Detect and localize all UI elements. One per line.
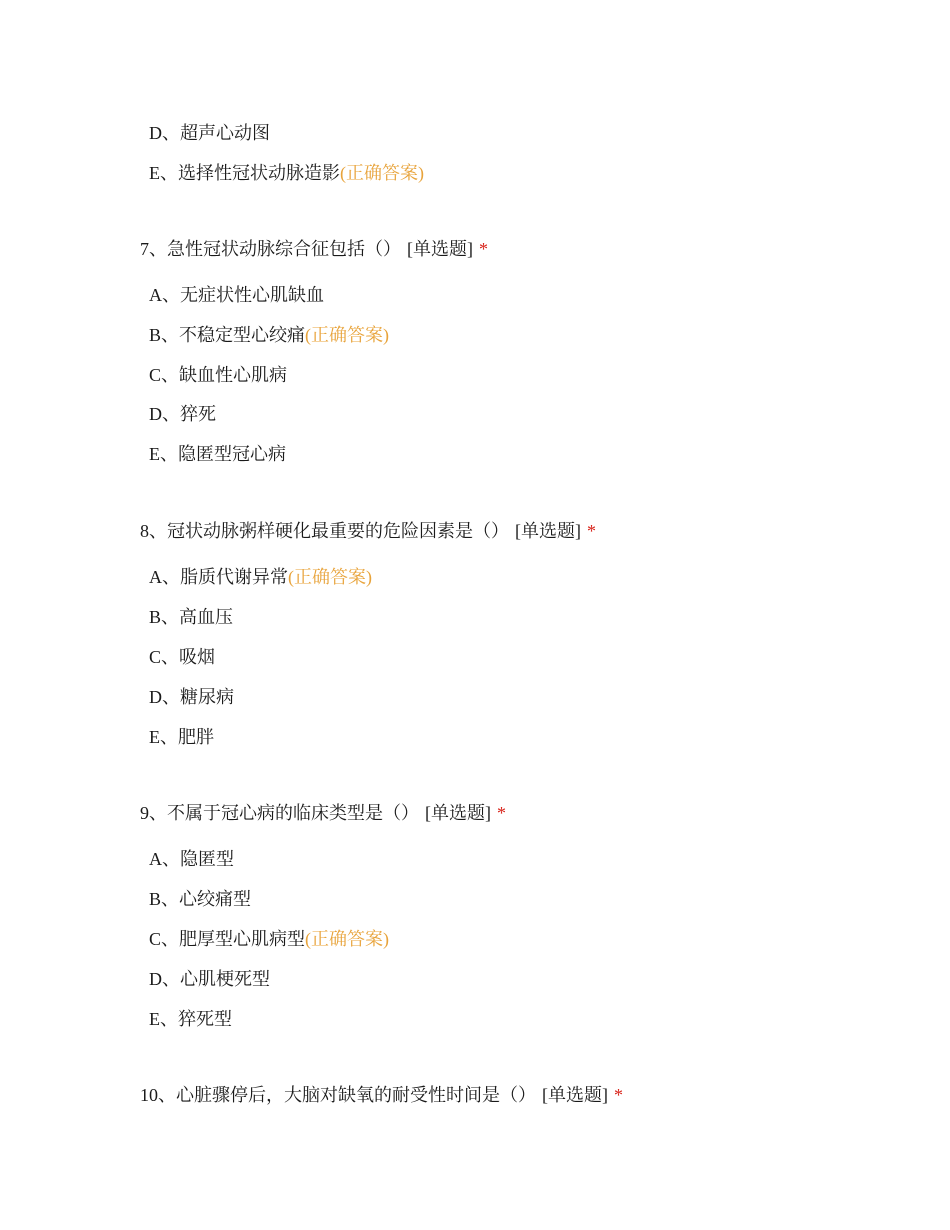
option-text: D、心肌梗死型 xyxy=(149,969,270,989)
question-text: 7、急性冠状动脉综合征包括（） xyxy=(140,239,401,259)
option-text: B、高血压 xyxy=(149,607,234,627)
option-text: A、隐匿型 xyxy=(149,849,234,869)
option-text: D、糖尿病 xyxy=(149,687,234,707)
correct-answer-tag: (正确答案) xyxy=(305,929,390,949)
option-d-q9[interactable] xyxy=(149,967,270,991)
question-text: 10、心脏骤停后，大脑对缺氧的耐受性时间是（） xyxy=(140,1085,536,1105)
option-a-q7[interactable] xyxy=(149,283,324,307)
question-type: [单选题] xyxy=(407,239,473,259)
option-c-q8[interactable] xyxy=(149,645,215,669)
option-text: A、脂质代谢异常 xyxy=(149,567,288,587)
option-c-q9[interactable] xyxy=(149,927,389,951)
option-c-q7[interactable] xyxy=(149,363,287,387)
option-a-q9[interactable] xyxy=(149,847,234,871)
option-b-q7[interactable] xyxy=(149,323,389,347)
option-text: B、心绞痛型 xyxy=(149,889,252,909)
required-star: * xyxy=(497,803,506,823)
option-e-q9[interactable] xyxy=(149,1007,232,1031)
option-text: E、猝死型 xyxy=(149,1009,232,1029)
question-title-7 xyxy=(140,237,488,261)
question-type: [单选题] xyxy=(515,521,581,541)
option-text: A、无症状性心肌缺血 xyxy=(149,285,324,305)
required-star: * xyxy=(479,239,488,259)
question-title-10 xyxy=(140,1083,623,1107)
option-d-q7[interactable] xyxy=(149,402,216,426)
option-a-q8[interactable] xyxy=(149,565,372,589)
correct-answer-tag: (正确答案) xyxy=(288,567,372,587)
required-star: * xyxy=(587,521,596,541)
option-b-q9[interactable] xyxy=(149,887,251,911)
option-text: C、缺血性心肌病 xyxy=(149,365,288,385)
option-text: E、选择性冠状动脉造影 xyxy=(149,163,340,183)
question-title-9 xyxy=(140,801,506,825)
option-d-q6[interactable] xyxy=(149,121,270,145)
question-type: [单选题] xyxy=(425,803,491,823)
required-star: * xyxy=(614,1085,623,1105)
question-text: 8、冠状动脉粥样硬化最重要的危险因素是（） xyxy=(140,521,509,541)
question-type: [单选题] xyxy=(542,1085,608,1105)
option-text: D、超声心动图 xyxy=(149,123,270,143)
option-d-q8[interactable] xyxy=(149,685,234,709)
option-b-q8[interactable] xyxy=(149,605,233,629)
option-text: B、不稳定型心绞痛 xyxy=(149,325,306,345)
question-text: 9、不属于冠心病的临床类型是（） xyxy=(140,803,419,823)
correct-answer-tag: (正确答案) xyxy=(305,325,390,345)
option-text: E、隐匿型冠心病 xyxy=(149,444,286,464)
option-text: E、肥胖 xyxy=(149,727,214,747)
option-e-q7[interactable] xyxy=(149,442,286,466)
option-text: C、肥厚型心肌病型 xyxy=(149,929,306,949)
question-title-8 xyxy=(140,519,596,543)
option-text: D、猝死 xyxy=(149,404,216,424)
option-e-q6[interactable] xyxy=(149,161,424,185)
correct-answer-tag: (正确答案) xyxy=(340,163,424,183)
option-text: C、吸烟 xyxy=(149,647,216,667)
option-e-q8[interactable] xyxy=(149,725,214,749)
